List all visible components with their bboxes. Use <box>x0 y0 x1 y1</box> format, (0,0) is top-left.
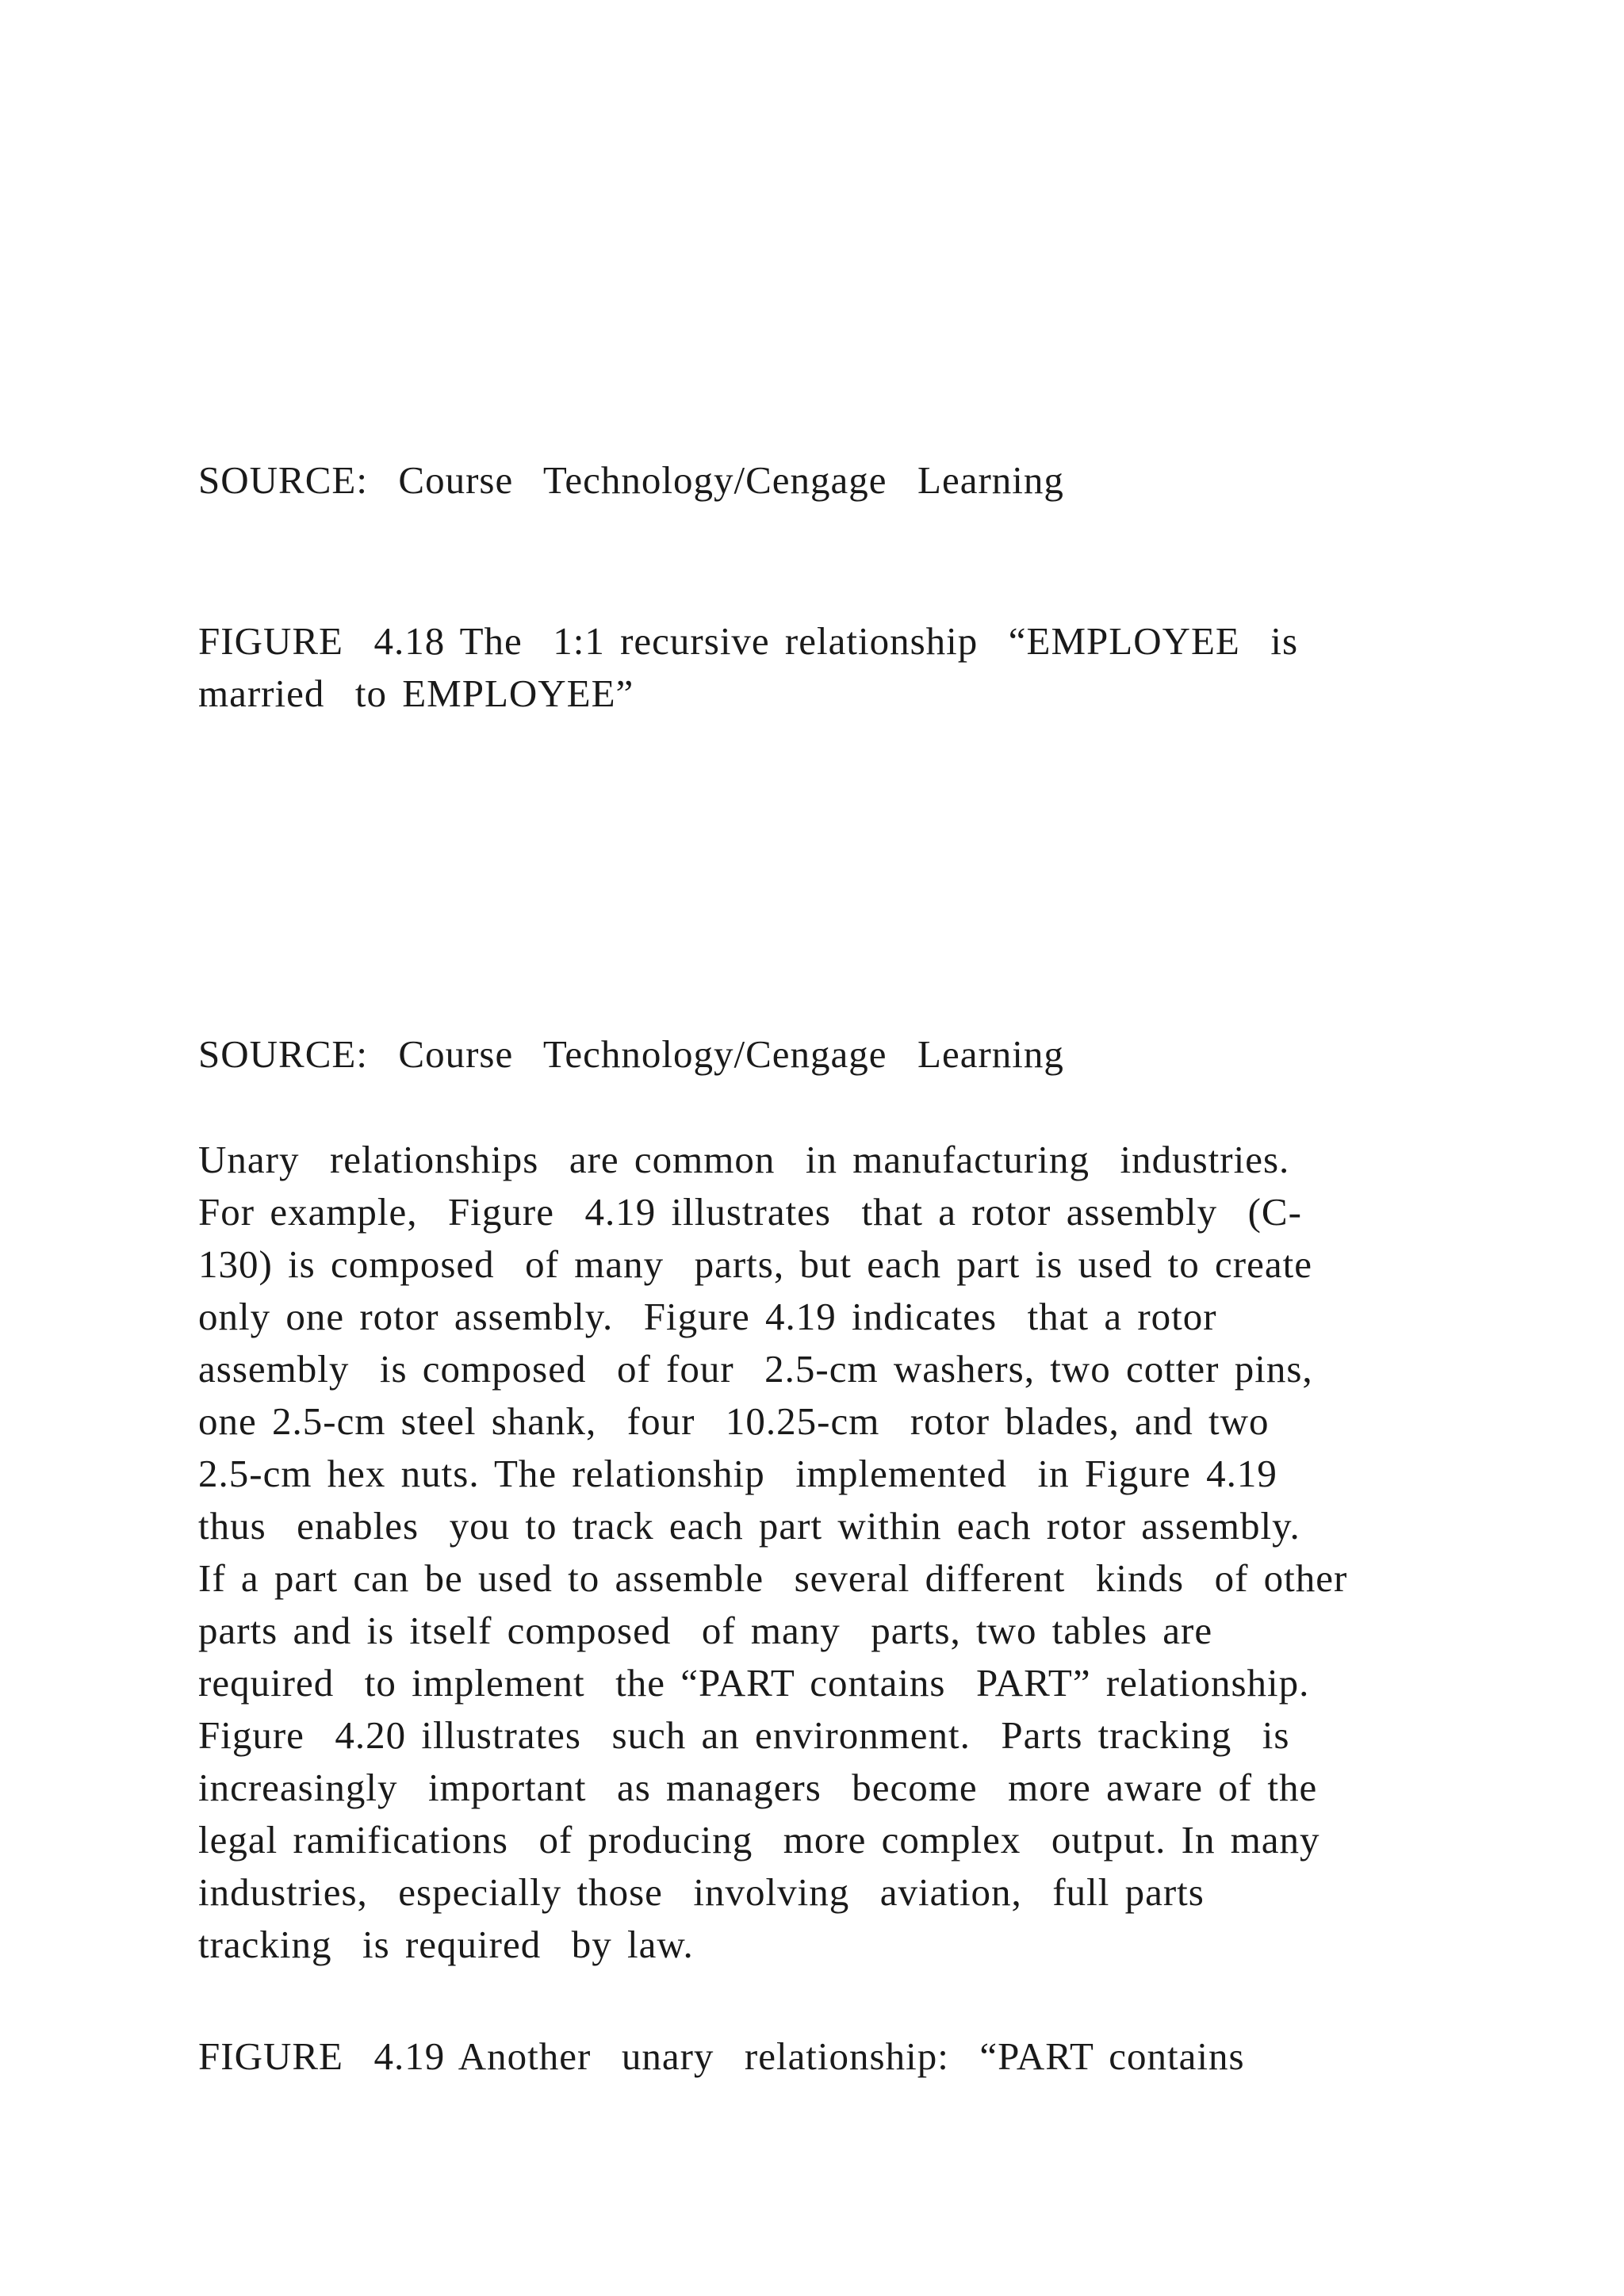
body-paragraph: Unary relationships are common in manufacturing industries. For example, Figure 4.19 illustrates that a rotor assembly (C- 130) is composed of many parts, but each part is used to create only one rotor assembly. Figure 4.19 indicates that a rotor assembly is composed of four 2.5-cm washers, two cotter pins, one 2.5-cm steel shank, four 10.25-cm rotor blades, and two 2.5-cm hex nuts. The relationship implemented in Figure 4.19 thus enables you to track each part within each rotor assembly. If a part can be used to assemble several different kinds of other parts and is itself composed of many parts, two tables are required to implement the “PART contains PART” relationship. Figure 4.20 illustrates such an environment. Parts tracking is increasingly important as managers become more aware of the legal ramifications of producing more complex output. In many industries, especially those involving aviation, full parts tracking is required by law. <box>198 1138 1348 1966</box>
figure-caption: FIGURE 4.19 Another unary relationship: “PART contains <box>198 2034 1245 2078</box>
source-credit: SOURCE: Course Technology/Cengage Learning <box>198 458 1064 502</box>
figure-caption: FIGURE 4.18 The 1:1 recursive relationship “EMPLOYEE is married to EMPLOYEE” <box>198 619 1299 715</box>
source-credit: SOURCE: Course Technology/Cengage Learning <box>198 1032 1064 1076</box>
